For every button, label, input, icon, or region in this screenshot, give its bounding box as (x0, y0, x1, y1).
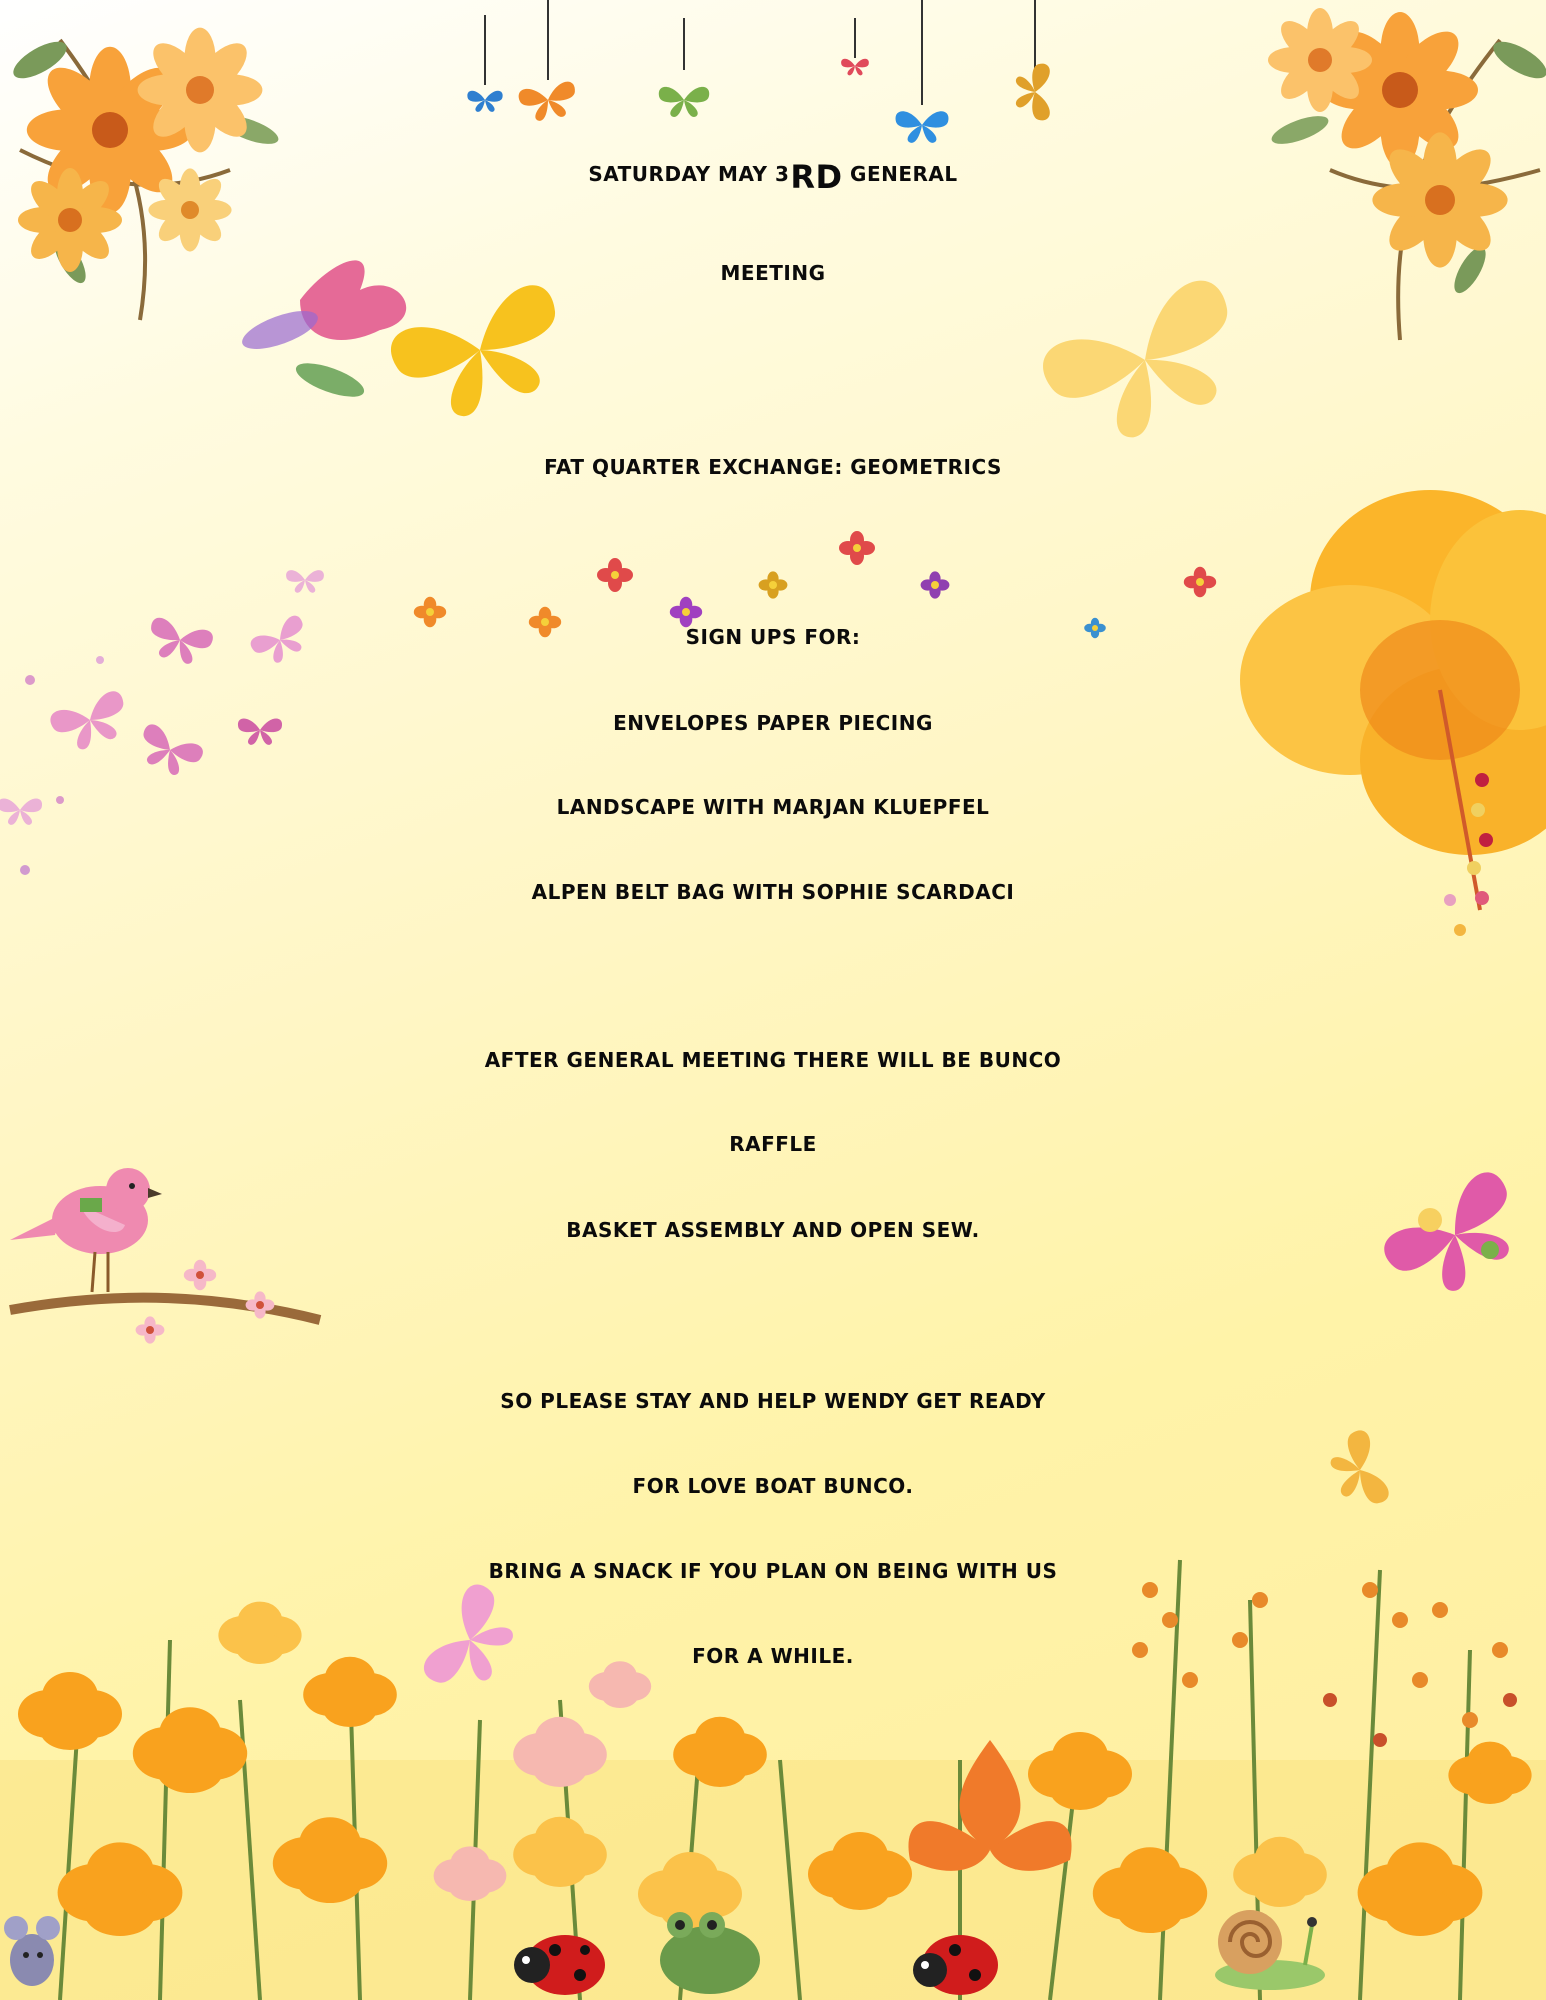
signup-item: ALPEN BELT BAG WITH SOPHIE SCARDACI (531, 880, 1015, 904)
page-title-line-2: MEETING (720, 261, 826, 285)
page-title (0, 158, 1546, 200)
closing-line: BRING A SNACK IF YOU PLAN ON BEING WITH US (488, 1559, 1058, 1583)
closing-line: SO PLEASE STAY AND HELP WENDY GET READY (500, 1389, 1046, 1413)
signups-heading: SIGN UPS FOR: (685, 625, 861, 649)
title-date: SATURDAY MAY 3 (588, 162, 790, 186)
title-ordinal: RD (790, 158, 843, 196)
after-meeting-line: BASKET ASSEMBLY AND OPEN SEW. (566, 1218, 980, 1242)
fat-quarter-exchange: FAT QUARTER EXCHANGE: GEOMETRICS (544, 455, 1002, 479)
closing-line: FOR LOVE BOAT BUNCO. (632, 1474, 914, 1498)
signup-item: LANDSCAPE WITH MARJAN KLUEPFEL (556, 795, 990, 819)
closing-line: FOR A WHILE. (692, 1644, 854, 1668)
after-meeting-line: RAFFLE (729, 1132, 817, 1156)
after-meeting-line: AFTER GENERAL MEETING THERE WILL BE BUNCO (484, 1048, 1062, 1072)
title-general: GENERAL (842, 162, 958, 186)
signup-item: ENVELOPES PAPER PIECING (613, 711, 933, 735)
